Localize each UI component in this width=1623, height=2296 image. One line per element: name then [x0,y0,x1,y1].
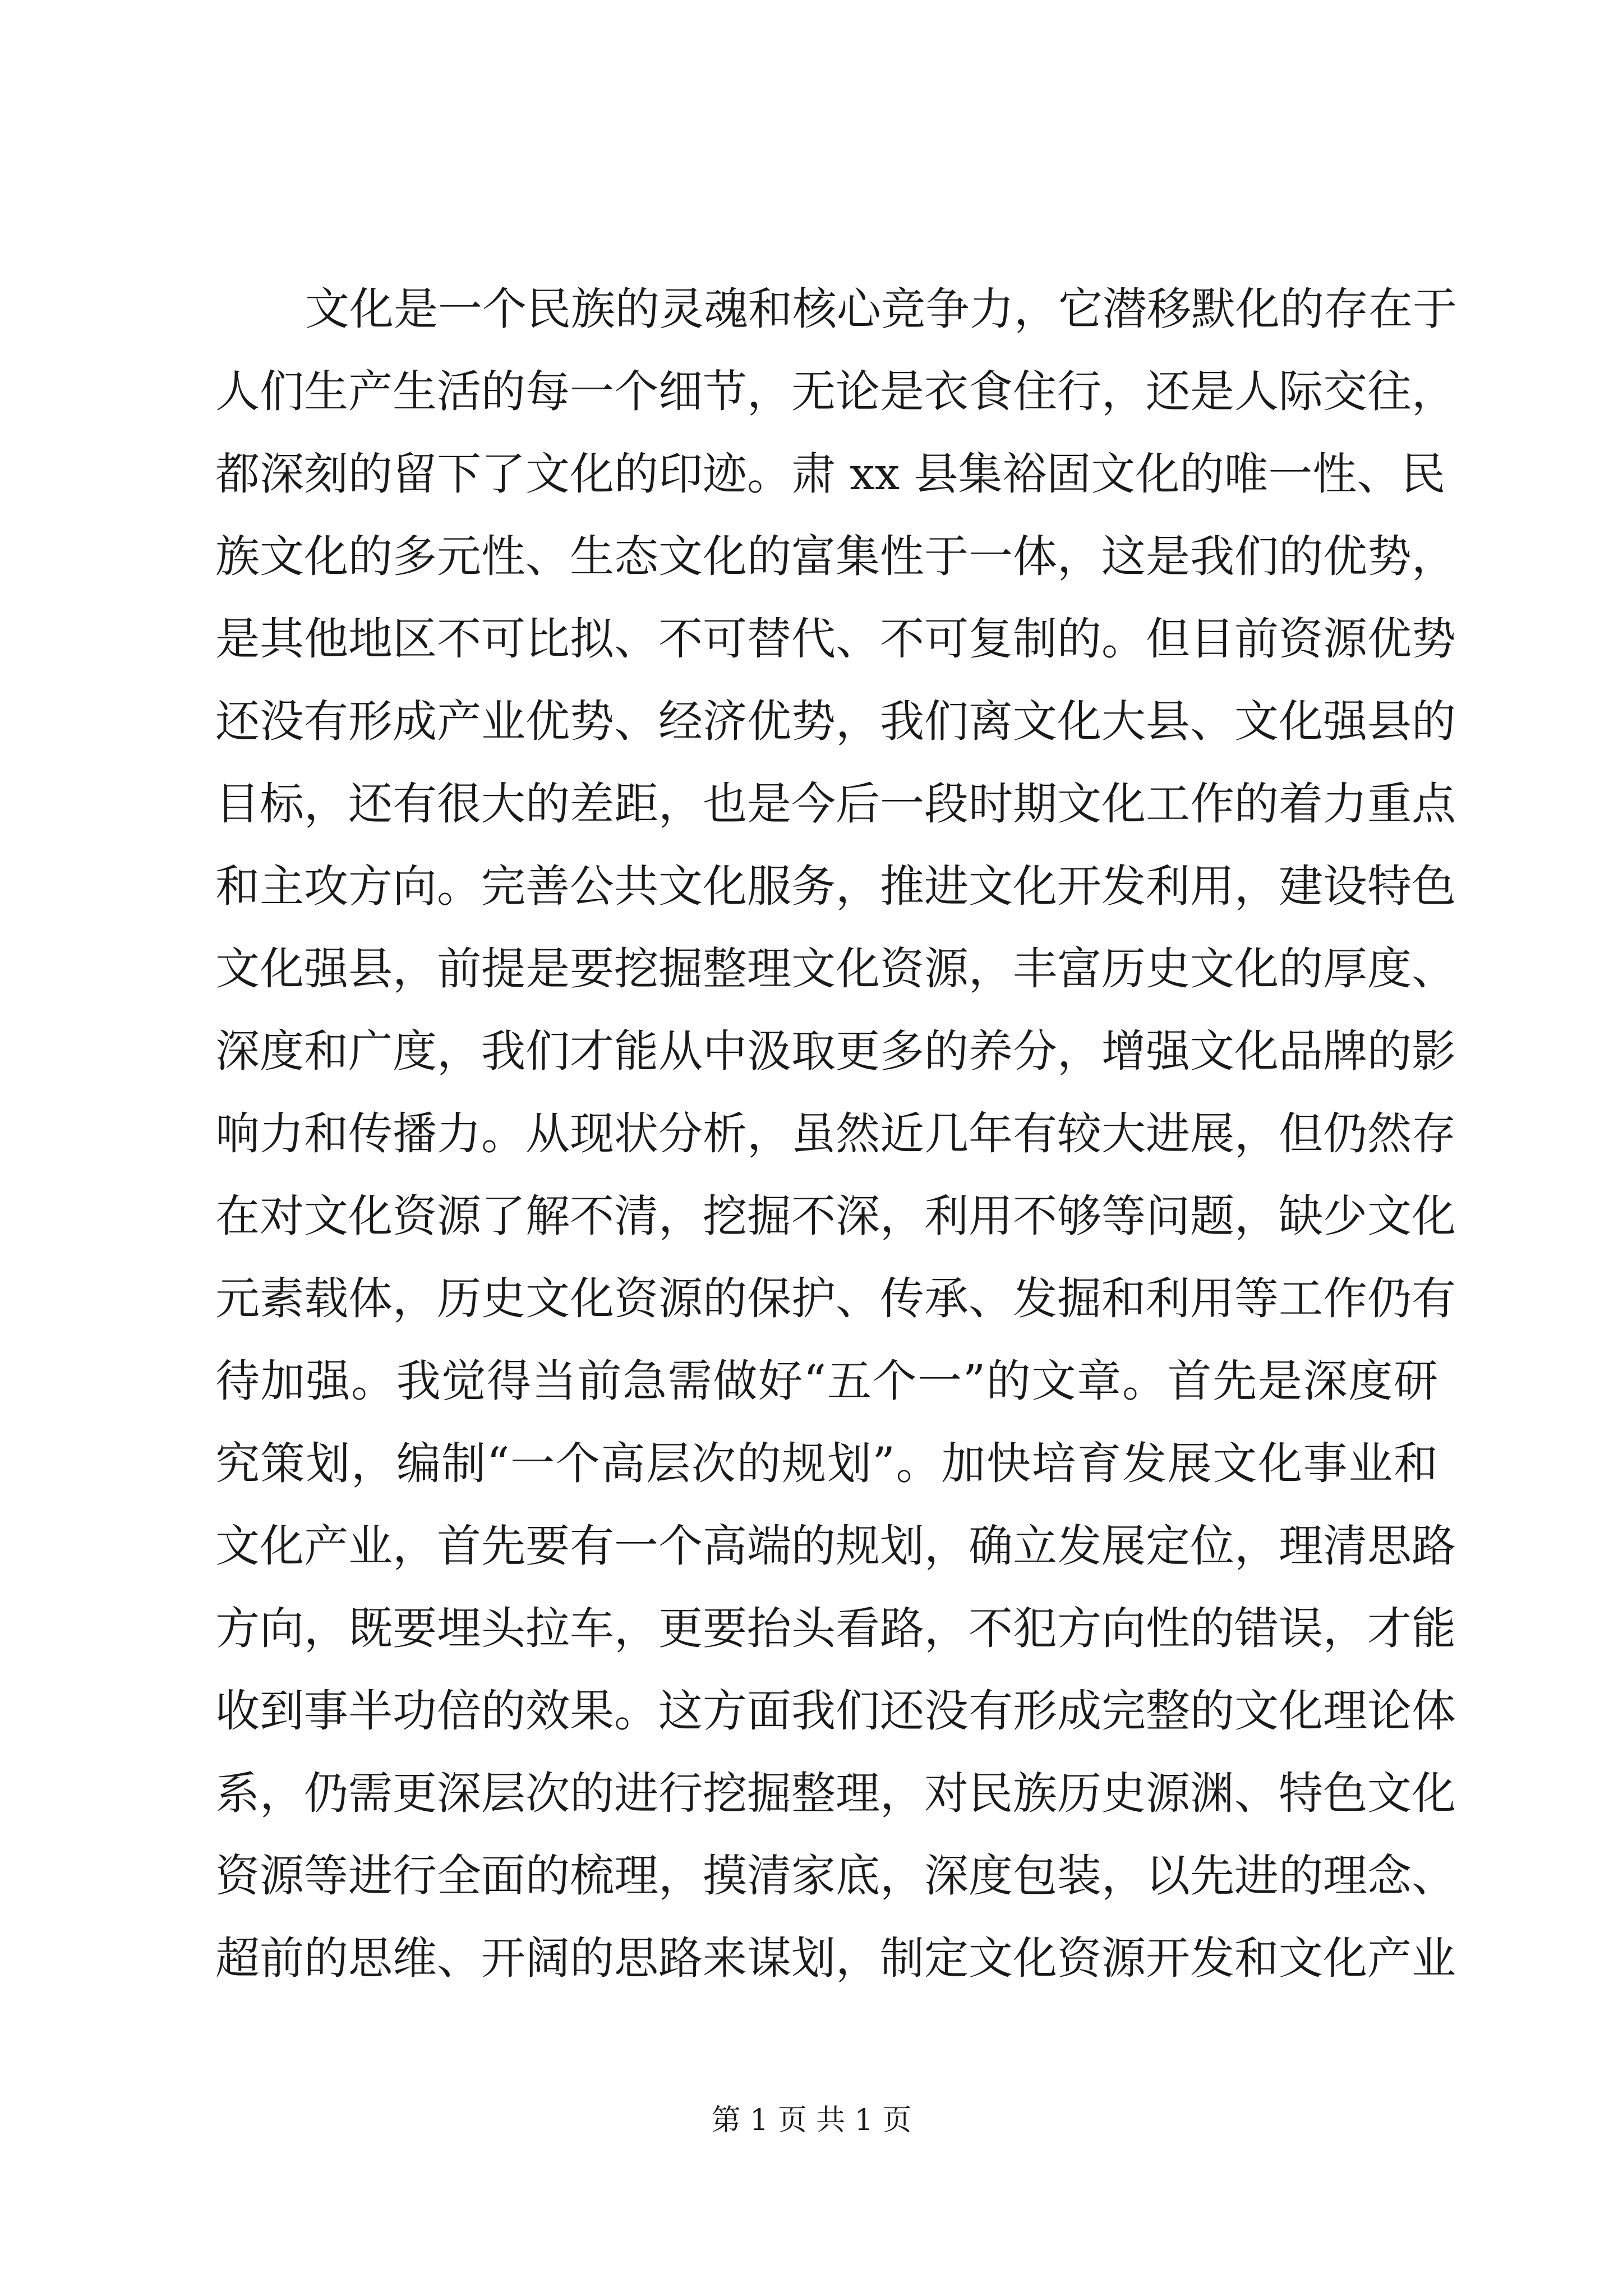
text-line: 文化强县，前提是要挖掘整理文化资源，丰富历史文化的厚度、 [215,943,1456,995]
text-line: 还没有形成产业优势、经济优势，我们离文化大县、文化强县的 [215,696,1456,747]
page-number-footer: 第 1 页 共 1 页 [711,2104,912,2137]
body-paragraph [215,268,1457,2000]
text-line: 系，仍需更深层次的进行挖掘整理，对民族历史源渊、特色文化 [215,1768,1456,1819]
text-line: 是其他地区不可比拟、不可替代、不可复制的。但目前资源优势 [215,613,1456,665]
text-line: 深度和广度，我们才能从中汲取更多的养分，增强文化品牌的影 [215,1025,1456,1077]
text-line: 元素载体，历史文化资源的保护、传承、发掘和利用等工作仍有 [215,1273,1456,1324]
text-line: 在对文化资源了解不清，挖掘不深，利用不够等问题，缺少文化 [215,1190,1456,1242]
text-line: 人们生产生活的每一个细节，无论是衣食住行，还是人际交往， [215,366,1456,417]
text-line: 超前的思维、开阔的思路来谋划，制定文化资源开发和文化产业 [215,1932,1456,1984]
text-line: 响力和传播力。从现状分析，虽然近几年有较大进展，但仍然存 [215,1108,1456,1159]
text-line: 资源等进行全面的梳理，摸清家底，深度包装，以先进的理念、 [215,1850,1456,1902]
text-line: 族文化的多元性、生态文化的富集性于一体，这是我们的优势， [215,531,1456,582]
text-line: 和主攻方向。完善公共文化服务，推进文化开发利用，建设特色 [215,861,1456,912]
text-line: 目标，还有很大的差距，也是今后一段时期文化工作的着力重点 [215,778,1456,830]
text-line: 文化是一个民族的灵魂和核心竞争力，它潜移默化的存在于 [305,283,1457,335]
text-line: 文化产业，首先要有一个高端的规划，确立发展定位，理清思路 [215,1520,1456,1572]
text-line: 都深刻的留下了文化的印迹。肃 xx 县集裕固文化的唯一性、民 [215,448,1446,500]
text-line: 待加强。我觉得当前急需做好“五个一”的文章。首先是深度研 [215,1355,1438,1407]
text-line: 方向，既要埋头拉车，更要抬头看路，不犯方向性的错误，才能 [215,1603,1456,1654]
text-line: 收到事半功倍的效果。这方面我们还没有形成完整的文化理论体 [215,1685,1456,1737]
text-line: 究策划，编制“一个高层次的规划”。加快培育发展文化事业和 [215,1438,1438,1489]
